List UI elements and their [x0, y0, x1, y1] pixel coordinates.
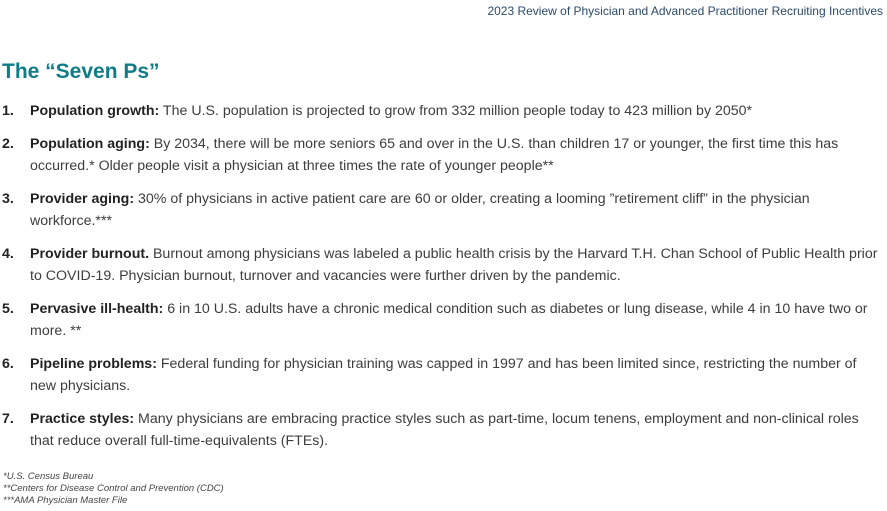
footnote-census: *U.S. Census Bureau — [3, 471, 94, 482]
item-text: By 2034, there will be more seniors 65 and over in the U.S. than children 17 or younger, the first time this has occurred.* Older people visit a physician at three times the rate of younger people** — [30, 136, 839, 174]
list-item — [0, 100, 880, 122]
item-term: Population aging: — [30, 136, 150, 152]
seven-ps-list — [0, 100, 880, 463]
item-term: Population growth: — [30, 103, 160, 119]
item-text: Burnout among physicians was labeled a public health crisis by the Harvard T.H. Chan School of Public Health prior to COVID-19. Physician burnout, turnover and vacancies were further driven by the pandemic. — [30, 246, 878, 284]
item-term: Pipeline problems: — [30, 356, 157, 372]
footnote-ama: ***AMA Physician Master File — [3, 495, 128, 506]
list-item — [0, 408, 880, 452]
report-header-title: 2023 Review of Physician and Advanced Practitioner Recruiting Incentives — [487, 4, 883, 18]
item-number: 2. — [2, 136, 14, 152]
item-term: Pervasive ill-health: — [30, 301, 164, 317]
item-term: Provider burnout. — [30, 246, 150, 262]
item-text: 30% of physicians in active patient care are 60 or older, creating a looming ”retirement cliff” in the physician workforce.*** — [30, 191, 810, 229]
item-term: Provider aging: — [30, 191, 135, 207]
list-item — [0, 133, 880, 177]
list-item — [0, 188, 880, 232]
item-number: 6. — [2, 356, 14, 372]
item-number: 3. — [2, 191, 14, 207]
item-number: 5. — [2, 301, 14, 317]
section-title: The “Seven Ps” — [2, 60, 160, 83]
item-text: 6 in 10 U.S. adults have a chronic medical condition such as diabetes or lung disease, while 4 in 10 have two or more. ** — [30, 301, 868, 339]
item-term: Practice styles: — [30, 411, 135, 427]
item-number: 7. — [2, 411, 14, 427]
list-item — [0, 298, 880, 342]
list-item — [0, 353, 880, 397]
item-text: Federal funding for physician training was capped in 1997 and has been limited since, restricting the number of new physicians. — [30, 356, 857, 394]
footnotes — [3, 471, 224, 507]
item-text: The U.S. population is projected to grow from 332 million people today to 423 million by 2050* — [159, 103, 753, 119]
footnote-cdc: **Centers for Disease Control and Prevention (CDC) — [3, 483, 224, 494]
item-text: Many physicians are embracing practice styles such as part-time, locum tenens, employment and non-clinical roles that reduce overall full-time-equivalents (FTEs). — [30, 411, 859, 449]
item-number: 4. — [2, 246, 14, 262]
item-number: 1. — [2, 103, 14, 119]
list-item — [0, 243, 880, 287]
